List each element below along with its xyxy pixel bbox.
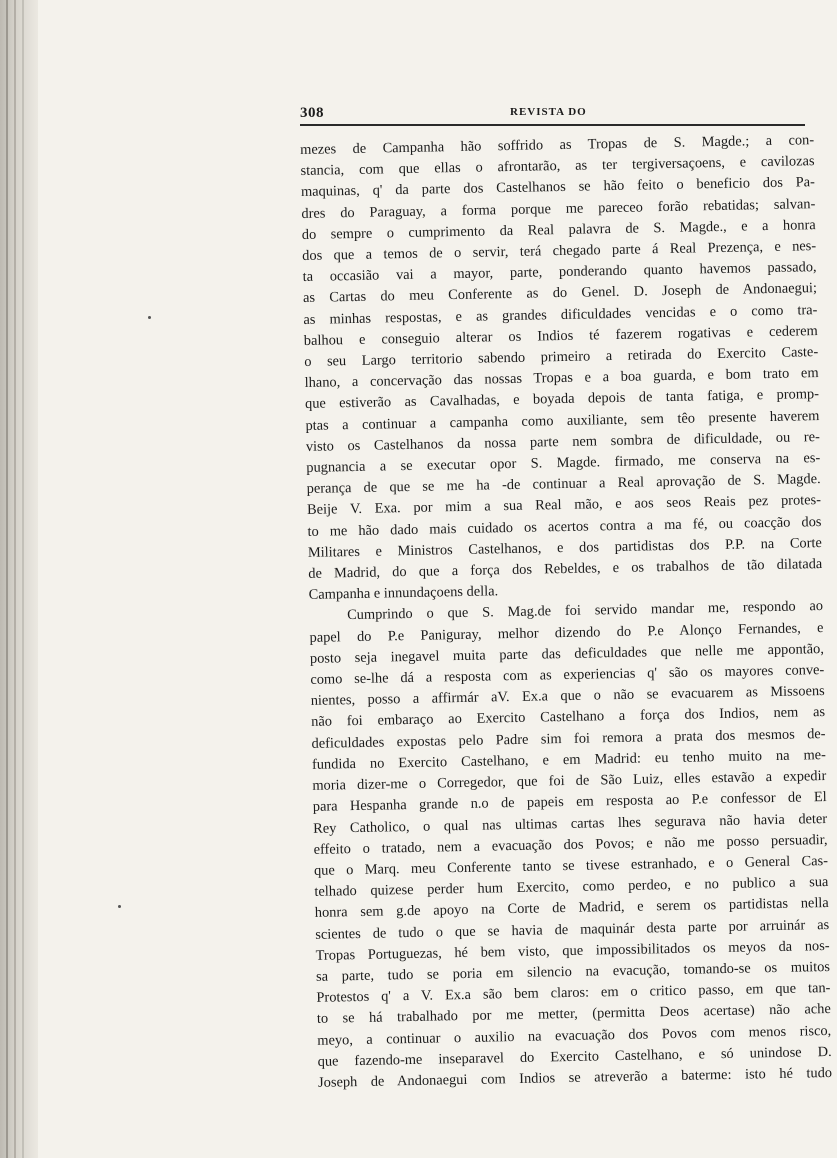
text-line: to me hão dado mais cuidado os acertos contra a ma fé, ou coacção dos: [307, 513, 822, 540]
text-line: nientes, posso a affirmár aV. Ex.a que o não se evacuarem as Missoens: [310, 683, 825, 710]
text-line: moria dizer-me o Corregedor, que foi de São Luiz, elles estavão a expedir: [312, 768, 827, 794]
paragraph: [309, 597, 832, 1094]
text-line: Cumprindo o que S. Mag.de foi servido mandar me, respondo ao: [346, 598, 824, 624]
text-line: telhado quizese perder hum Exercito, como perdeo, e no publico a sua: [314, 874, 829, 900]
text-line: não foi embaraço ao Exercito Castelhano a força dos Indios, nem as: [311, 704, 826, 731]
gutter-line: [14, 0, 16, 1158]
body-text: [300, 130, 832, 1094]
text-line: meyo, a continuar o auxilio na evacuação dos Povos com menos risco,: [317, 1022, 832, 1049]
gutter-line: [22, 0, 24, 1158]
text-line: que estiverão as Cavalhadas, e boyada depois de tanta fatiga, e promp-: [304, 386, 820, 413]
text-line: Militares e Ministros Castelhanos, e dos partidistas dos P.P. na Corte: [307, 534, 822, 561]
text-line: perança de que se me ha -de continuar a Real aprovação de S. Magde.: [306, 471, 821, 498]
header-rule: [300, 124, 805, 126]
text-line: Campanha e innundaçoens della.: [308, 583, 499, 604]
text-line: lhano, a concervação das nossas Tropas e a boa guarda, e bom trato em: [304, 365, 819, 392]
text-line: o seu Largo territorio sabendo primeiro a retirada do Exercito Caste-: [304, 344, 819, 370]
text-line: Joseph de Andonaegui com Indios se atreverão a baterme: isto hé tudo: [317, 1064, 833, 1091]
text-line: sa parte, tudo se poria em silencio na evacução, tomando-se os muitos: [315, 958, 831, 985]
page-number: 308: [300, 105, 324, 121]
text-line: Rey Catholico, o qual nas ultimas cartas lhes segurava não havia deter: [313, 810, 828, 837]
text-line: scientes de tudo o que se havia de maquinár desta parte por arruinár as: [315, 916, 830, 943]
text-line: balhou e conseguio alterar os Indios té fazerem rogativas e cederem: [303, 322, 818, 349]
text-line: ta occasião vai a mayor, parte, ponderando quanto havemos passado,: [302, 259, 817, 286]
text-line: dos que a temos de o servir, terá chegado parte á Real Prezença, e nes-: [302, 238, 817, 264]
text-line: fundida no Exercito Castelhano, e em Madrid: eu tenho muito na me-: [311, 746, 827, 773]
text-line: deficuldades expostas pelo Padre sim foi remora a prata dos mesmos de-: [311, 725, 826, 752]
paper-speck: [148, 316, 151, 319]
text-line: que o Marq. meu Conferente tanto se tivese estranhado, e o General Cas-: [313, 852, 829, 879]
text-line: dres do Paraguay, a forma porque me pareceo forão rebatidas; salvan-: [301, 195, 816, 222]
text-line: Protestos q' a V. Ex.a são bem claros: em o critico passo, em que tan-: [316, 980, 831, 1006]
text-line: maquinas, q' da parte dos Castelhanos se hão feito o beneficio dos Pa-: [300, 174, 816, 201]
text-line: do sempre o cumprimento da Real palavra de S. Magde., e a honra: [301, 216, 816, 243]
text-line: Beije V. Exa. por mim a sua Real mão, e aos seos Reais pez protes-: [306, 492, 822, 519]
text-line: papel do P.e Paniguray, melhor dizendo do P.e Alonço Fernandes, e: [309, 619, 824, 646]
gutter-line: [6, 0, 8, 1158]
text-line: effeito o tratado, nem a evacuação dos Povos; e não me posso persuadir,: [313, 831, 828, 858]
text-line: honra sem g.de apoyo na Corte de Madrid, e serem os partidistas nella: [314, 895, 829, 922]
page-header: [300, 103, 805, 125]
paper-speck: [118, 905, 121, 908]
text-line: pugnancia a se executar opor S. Magde. firmado, me conserva na es-: [306, 450, 821, 476]
text-line: ptas a continuar a campanha como auxiliante, sem têo presente haverem: [305, 407, 820, 434]
text-line: mezes de Campanha hão soffrido as Tropas de S. Magde.; a con-: [300, 132, 815, 158]
text-line: as minhas respostas, e as grandes dificuldades vencidas e o como tra-: [303, 301, 818, 328]
text-line: como se-lhe dá a resposta com as experiencias q' são os mayores conve-: [310, 662, 825, 688]
paragraph: [300, 130, 823, 606]
text-line: para Hespanha grande n.o de papeis em resposta ao P.e confessor de El: [312, 789, 827, 816]
text-line: as Cartas do meu Conferente as do Genel. D. Joseph de Andonaegui;: [302, 280, 818, 307]
text-line: que fazendo-me inseparavel do Exercito Castelhano, e só unindose D.: [317, 1043, 832, 1070]
text-line: posto seja inegavel muita parte das deficuldades que nelle me appontão,: [309, 640, 825, 667]
running-head: REVISTA DO: [510, 106, 587, 118]
text-line: stancia, com que ellas o afrontarão, as ter tergiversaçoens, e cavilozas: [300, 153, 815, 180]
text-line: to se há trabalhado por me metter, (permitta Deos acertase) não ache: [316, 1001, 831, 1028]
text-line: de Madrid, do que a força dos Rebeldes, e os trabalhos de tão dilatada: [308, 556, 823, 582]
text-line: visto os Castelhanos da nossa parte nem sombra de dificuldade, ou re-: [305, 428, 820, 455]
text-line: Tropas Portuguezas, hé bem visto, que impossibilitados os meyos da nos-: [315, 937, 830, 964]
